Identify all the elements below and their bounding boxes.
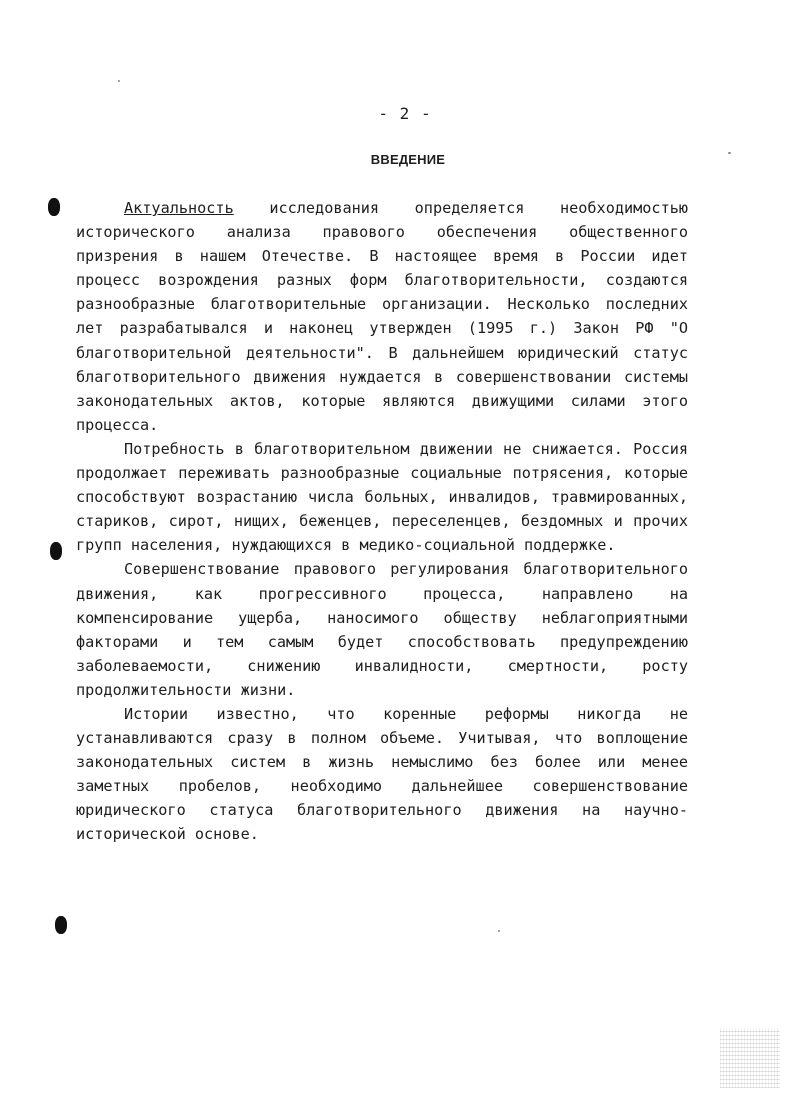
document-body: [76, 196, 688, 847]
paragraph-1: [76, 196, 688, 437]
punch-hole-middle: [50, 542, 62, 560]
paragraph-3: Совершенствование правового регулирования благотворительного движения, как прогрессивного процесса, направлено на компенсирование ущерба, наносимого обществу неблагоприятными факторами и тем самым будет способствовать предупреждению заболеваемости, снижению инвалидности, смертности, росту продолжительности жизни.: [76, 560, 688, 699]
paragraph-1-lead: Актуальность: [124, 199, 234, 217]
page-number: - 2 -: [378, 104, 432, 123]
paragraph-2: Потребность в благотворительном движении не снижается. Россия продолжает переживать разнообразные социальные потрясения, которые способствуют возрастанию числа больных, инвалидов, травмированных, стариков, сирот, нищих, беженцев, переселенцев, бездомных и прочих групп населения, нуждающихся в медико-социальной поддержке.: [76, 439, 688, 555]
scan-speck: [728, 152, 731, 154]
section-heading: ВВЕДЕНИЕ: [370, 152, 446, 167]
punch-hole-bottom: [55, 916, 67, 934]
scan-speck: [498, 930, 500, 932]
paragraph-4: Истории известно, что коренные реформы никогда не устанавливаются сразу в полном объеме. Учитывая, что воплощение законодательных систем в жизнь немыслимо без более или менее заметных пробелов, необходимо дальнейшее совершенствование юридического статуса благотворительного движения на научно-исторической основе.: [76, 704, 688, 844]
punch-hole-top: [48, 198, 60, 216]
scan-speck: [118, 80, 120, 82]
paragraph-1-text: исследования определяется необходимостью исторического анализа правового обеспечения общественного призрения в нашем Отечестве. В настоящее время в России идет процесс возрождения разных форм благотворительности, создаются разнообразные благотворительные организации. Несколько последних лет разрабатывался и наконец утвержден (1995 г.) Закон РФ "О благотворительной деятельности". В дальнейшем юридический статус благотворительного движения нуждается в совершенствовании системы законодательных актов, которые являются движущими силами этого процесса.: [76, 199, 688, 434]
scan-noise: [720, 1028, 780, 1088]
